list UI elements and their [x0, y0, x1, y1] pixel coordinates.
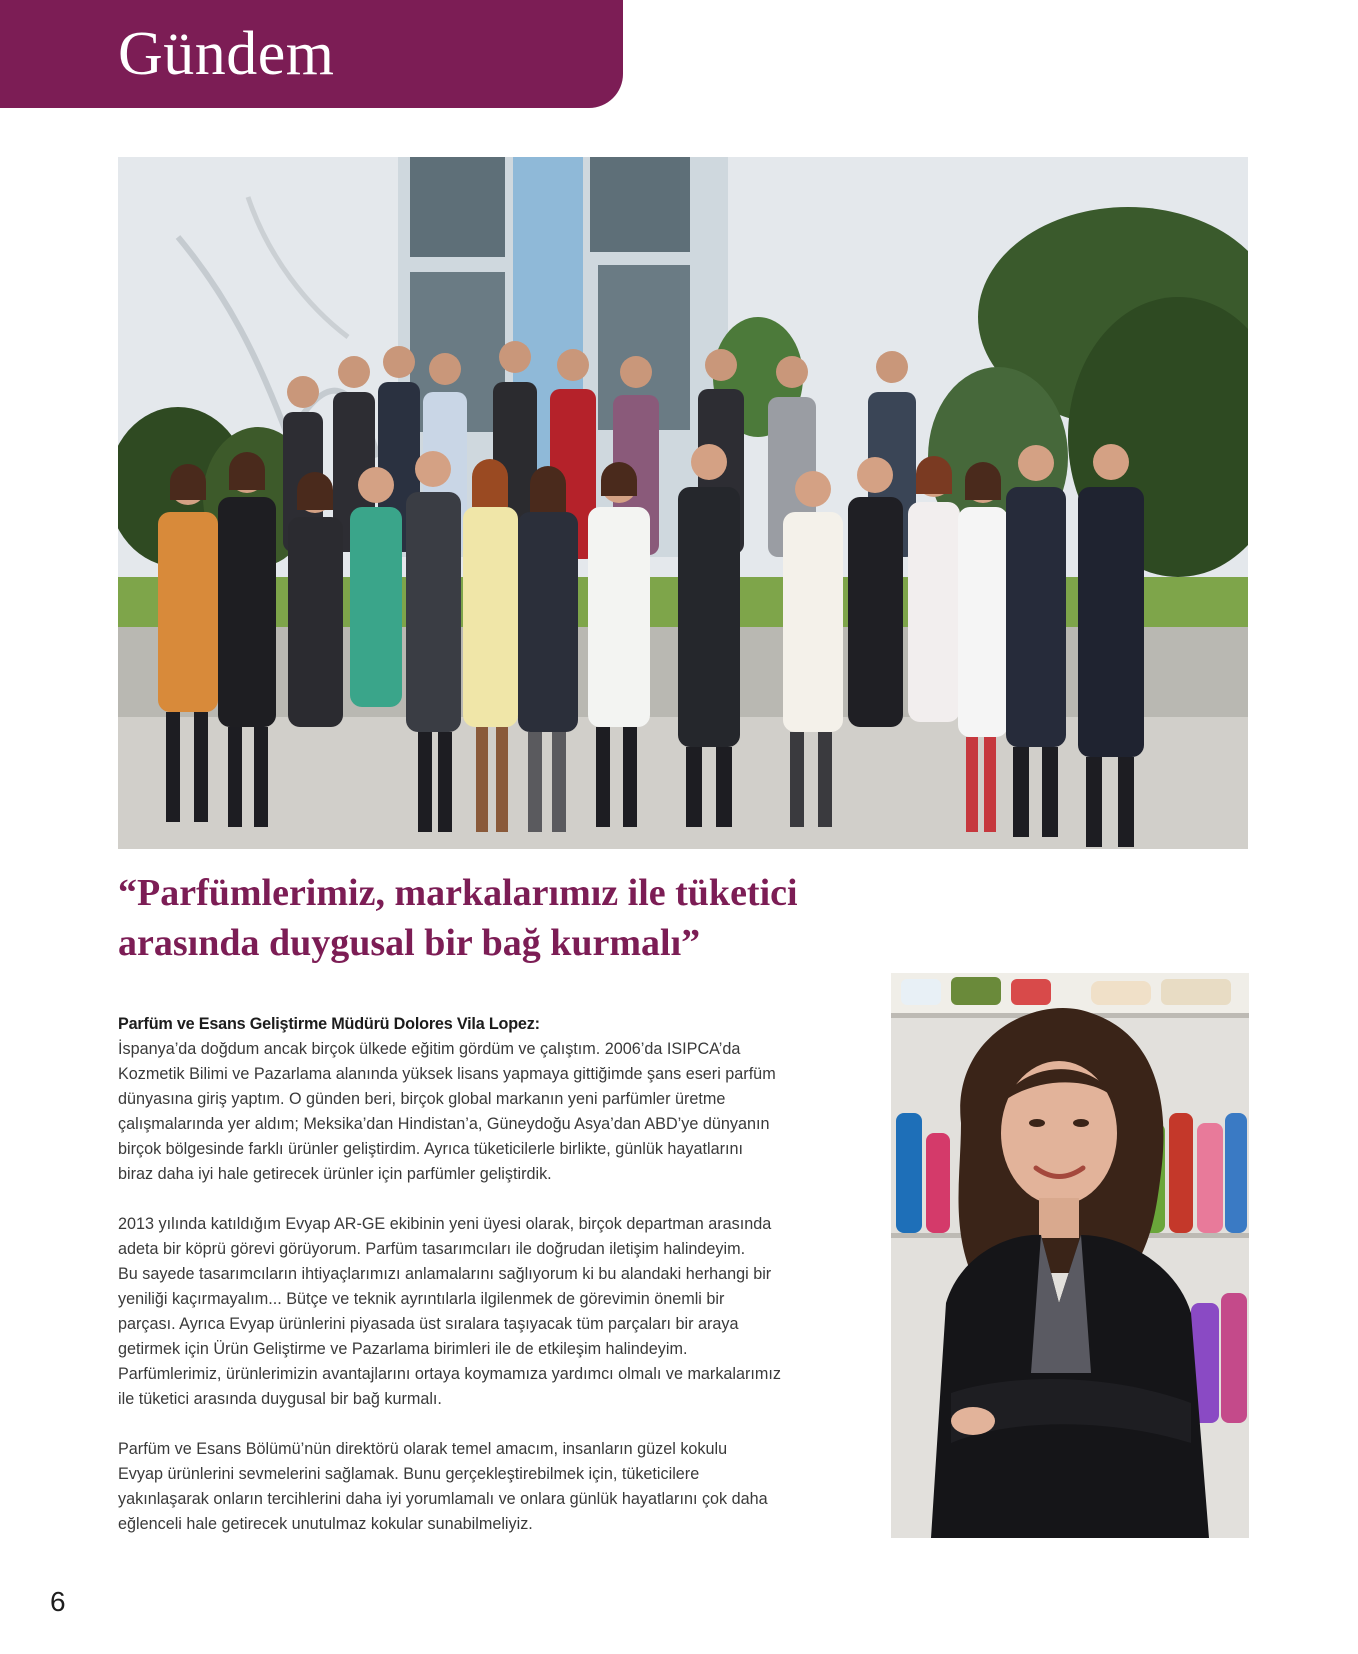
paragraph-line: Evyap ürünlerini sevmelerini sağlamak. Bunu gerçekleştirebilmek için, tüketicilere — [118, 1465, 700, 1483]
article-body — [118, 1012, 878, 1562]
article-paragraph-3 — [118, 1437, 878, 1537]
paragraph-line: parçası. Ayrıca Evyap ürünlerini piyasada üst sıralara taşıyacak tüm parçaları bir araya — [118, 1315, 739, 1333]
article-paragraph-2 — [118, 1212, 878, 1412]
page-number: 6 — [50, 1586, 66, 1617]
headline-line-2: arasında duygusal bir bağ kurmalı” — [118, 922, 701, 964]
paragraph-line: adeta bir köprü görevi görüyorum. Parfüm tasarımcıları ile doğrudan iletişim halindeyim. — [118, 1240, 746, 1258]
article-byline: Parfüm ve Esans Geliştirme Müdürü Dolores Vila Lopez: — [118, 1015, 540, 1033]
paragraph-line: 2013 yılında katıldığım Evyap AR-GE ekibinin yeni üyesi olarak, birçok departman arasında — [118, 1215, 772, 1233]
paragraph-line: Kozmetik Bilimi ve Pazarlama alanında yüksek lisans yapmaya gittiğimde şans eseri parfüm — [118, 1065, 776, 1083]
paragraph-line: eğlenceli hale getirecek unutulmaz kokular sunabilmeliyiz. — [118, 1515, 533, 1533]
paragraph-line: Parfüm ve Esans Bölümü’nün direktörü olarak temel amacım, insanların güzel kokulu — [118, 1440, 728, 1458]
paragraph-line: birçok bölgesinde farklı ürünler geliştirdim. Ayrıca tüketicilerle birlikte, günlük hayatlarını — [118, 1140, 744, 1158]
section-title: Gündem — [118, 20, 335, 88]
paragraph-line: ile tüketici arasında duygusal bir bağ kurmalı. — [118, 1390, 442, 1408]
paragraph-line: Parfümlerimiz, ürünlerimizin avantajlarını ortaya koymamıza yardımcı olmalı ve markalarımız — [118, 1365, 781, 1383]
paragraph-line: getirmek için Ürün Geliştirme ve Pazarlama birimleri ile de etkileşim halindeyim. — [118, 1340, 688, 1358]
paragraph-line: İspanya’da doğdum ancak birçok ülkede eğitim gördüm ve çalıştım. 2006’da ISIPCA’da — [118, 1040, 741, 1058]
portrait-photo — [891, 973, 1249, 1538]
headline-line-1: “Parfümlerimiz, markalarımız ile tüketici — [118, 872, 798, 914]
paragraph-line: Bu sayede tasarımcıların ihtiyaçlarımızı anlamalarını sağlıyorum ki bu alandaki herhangi bir — [118, 1265, 772, 1283]
paragraph-line: yakınlaşarak onların tercihlerini daha iyi yorumlamalı ve onlara günlük hayatlarını çok daha — [118, 1490, 768, 1508]
article-headline — [118, 868, 878, 968]
article-paragraph-1 — [118, 1037, 878, 1187]
paragraph-line: biraz daha iyi hale getirecek ürünler için parfümler geliştirdik. — [118, 1165, 552, 1183]
group-photo — [118, 157, 1248, 849]
paragraph-line: çalışmalarında yer aldım; Meksika’dan Hindistan’a, Güneydoğu Asya’dan ABD’ye dünyanın — [118, 1115, 770, 1133]
paragraph-line: yeniliği kaçırmayalım... Bütçe ve teknik ayrıntılarla ilgilenmek de görevimin önemli bir — [118, 1290, 725, 1308]
paragraph-line: dünyasına giriş yaptım. O günden beri, birçok global markanın yeni parfümler üretme — [118, 1090, 726, 1108]
